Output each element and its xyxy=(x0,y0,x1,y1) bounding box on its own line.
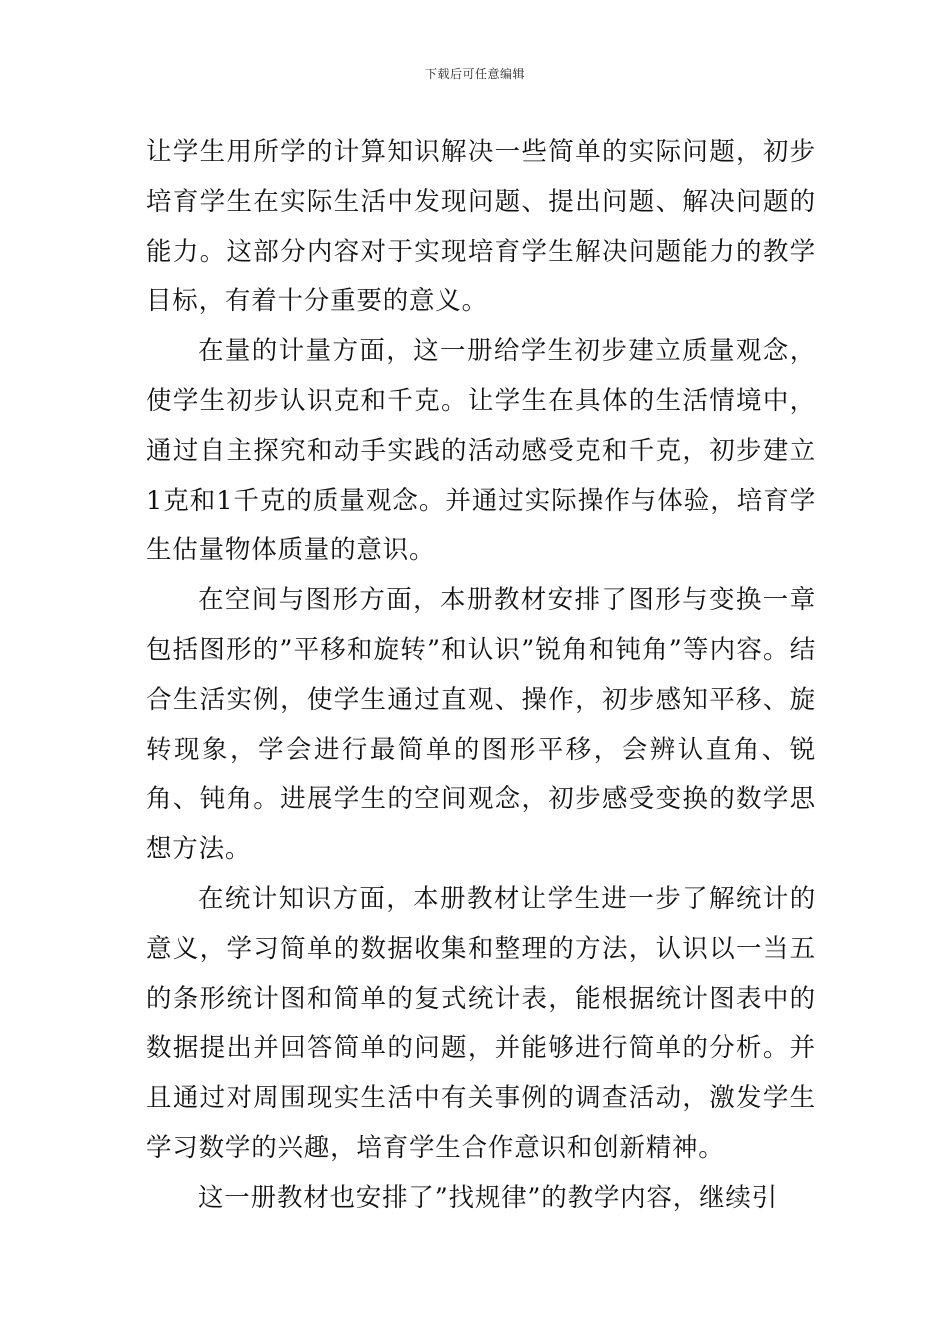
paragraph-4: 在统计知识方面，本册教材让学生进一步了解统计的意义，学习简单的数据收集和整理的方法，认识以一当五的条形统计图和简单的复式统计表，能根据统计图表中的数据提出并回答简单的问题，并能够进行简单的分析。并且通过对周围现实生活中有关事例的调查活动，激发学生学习数学的兴趣，培育学生合作意识和创新精神。 xyxy=(146,883,816,1163)
paragraph-5: 这一册教材也安排了”找规律”的教学内容，继续引 xyxy=(198,1182,778,1213)
header-note: 下载后可任意编辑 xyxy=(424,67,525,81)
paragraph-3: 在空间与图形方面，本册教材安排了图形与变换一章包括图形的”平移和旋转”和认识”锐角和钝角”等内容。结合生活实例，使学生通过直观、操作，初步感知平移、旋转现象，学会进行最简单的图形平移，会辨认直角、锐角、钝角。进展学生的空间观念，初步感受变换的数学思想方法。 xyxy=(146,585,816,865)
paragraph-1: 让学生用所学的计算知识解决一些简单的实际问题，初步培育学生在实际生活中发现问题、提出问题、解决问题的能力。这部分内容对于实现培育学生解决问题能力的教学目标，有着十分重要的意义。 xyxy=(146,137,816,317)
body-text xyxy=(146,128,816,1224)
paragraph-2: 在量的计量方面，这一册给学生初步建立质量观念，使学生初步认识克和千克。让学生在具体的生活情境中，通过自主探究和动手实践的活动感受克和千克，初步建立1克和1千克的质量观念。并通过实际操作与体验，培育学生估量物体质量的意识。 xyxy=(146,336,816,566)
